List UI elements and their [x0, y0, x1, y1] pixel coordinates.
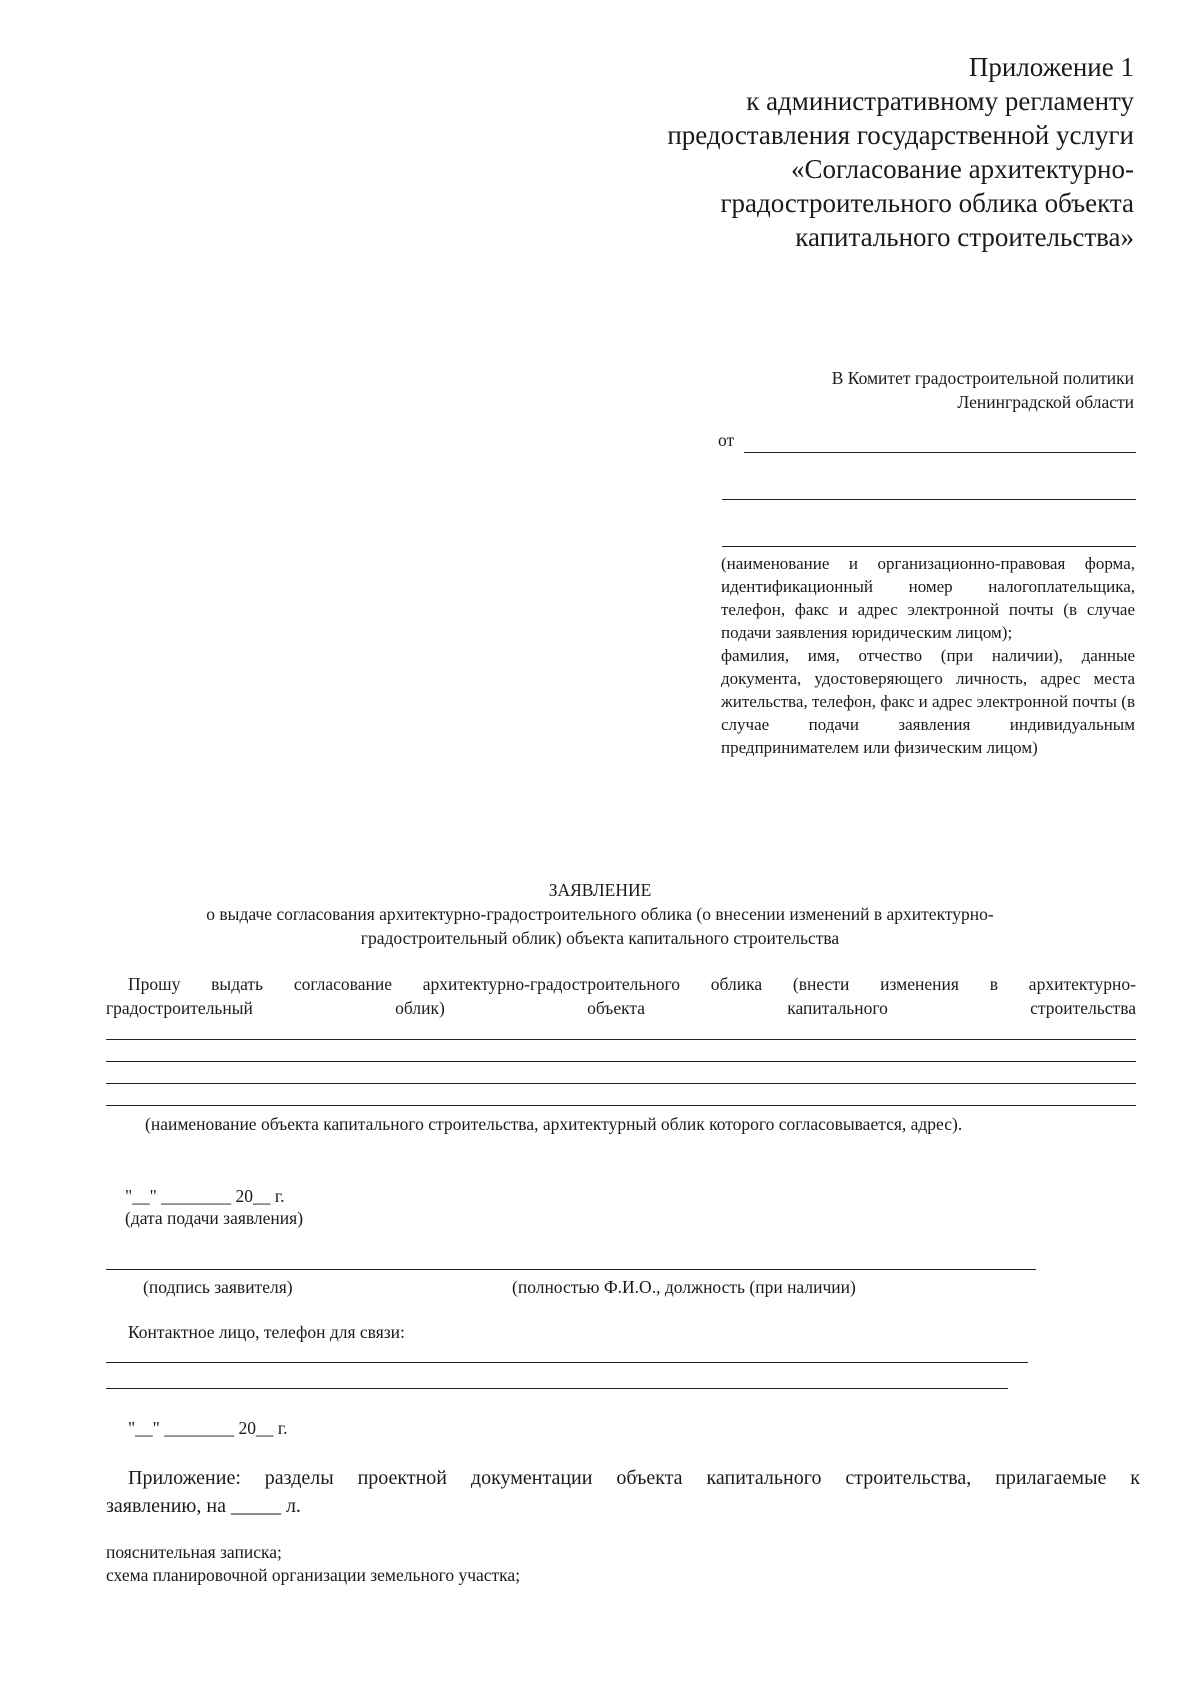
contact-field-line-2[interactable] — [106, 1388, 1008, 1389]
applicant-hint-person: фамилия, имя, отчество (при наличии), данные документа, удостоверяющего личность, адрес места жительства, телефон, факс и адрес электронной почты (в случае подачи заявления индивидуальным предпринимателем или физическим лицом) — [721, 646, 1135, 757]
contact-label: Контактное лицо, телефон для связи: — [128, 1322, 405, 1342]
object-field-line-2[interactable] — [106, 1061, 1136, 1062]
addressee-line-2: Ленинградской области — [957, 392, 1134, 412]
header-line: предоставления государственной услуги — [667, 120, 1134, 150]
statement-subtitle-line-2: градостроительный облик) объекта капитального строительства — [360, 928, 840, 948]
addressee-block — [714, 366, 1134, 414]
object-field-line-1[interactable] — [106, 1039, 1136, 1040]
contact-date[interactable]: "__" ________ 20__ г. — [128, 1418, 288, 1438]
header-line: к административному регламенту — [746, 86, 1134, 116]
header-line: капитального строительства» — [795, 222, 1134, 252]
object-field-line-4[interactable] — [106, 1105, 1136, 1106]
attachment-item: пояснительная записка; — [106, 1542, 282, 1562]
full-name-hint: (полностью Ф.И.О., должность (при наличии) — [512, 1277, 856, 1297]
header-line: Приложение 1 — [968, 52, 1134, 82]
addressee-line-1: В Комитет градостроительной политики — [831, 368, 1134, 388]
object-hint: (наименование объекта капитального строительства, архитектурный облик которого согласовывается, адрес). — [145, 1114, 963, 1134]
request-text-line-1: Прошу выдать согласование архитектурно-градостроительного облика (внести изменения в архитектурно- — [128, 974, 1136, 994]
request-text-line-2: градостроительный облик) объекта капитального строительства — [106, 998, 1136, 1018]
applicant-hint-org: (наименование и организационно-правовая форма, идентификационный номер налогоплательщика, телефон, факс и адрес электронной почты (в случае подачи заявления юридическим лицом); — [721, 554, 1135, 642]
submission-date[interactable]: "__" ________ 20__ г. — [125, 1186, 285, 1206]
document-header — [574, 50, 1134, 254]
submission-date-hint: (дата подачи заявления) — [125, 1208, 304, 1228]
signature-line[interactable] — [106, 1269, 1036, 1270]
header-line: «Согласование архитектурно- — [790, 154, 1134, 184]
contact-field-line-1[interactable] — [106, 1362, 1028, 1363]
header-line: градостроительного облика объекта — [720, 188, 1134, 218]
attachment-line-1: Приложение: разделы проектной документации объекта капитального строительства, прилагаемые к — [128, 1467, 1140, 1489]
statement-subtitle-line-1: о выдаче согласования архитектурно-градостроительного облика (о внесении изменений в архитектурно- — [206, 904, 994, 924]
attachment-item: схема планировочной организации земельного участка; — [106, 1565, 521, 1585]
object-field-line-3[interactable] — [106, 1083, 1136, 1084]
attachment-line-2: заявлению, на _____ л. — [106, 1495, 301, 1517]
signature-hint: (подпись заявителя) — [143, 1277, 293, 1297]
applicant-field-line-3[interactable] — [722, 546, 1136, 547]
applicant-hint — [721, 552, 1135, 759]
applicant-field-line-2[interactable] — [722, 499, 1136, 500]
from-label: от — [718, 430, 735, 450]
statement-title: ЗАЯВЛЕНИЕ — [548, 880, 652, 900]
applicant-field-line-1[interactable] — [744, 452, 1136, 453]
